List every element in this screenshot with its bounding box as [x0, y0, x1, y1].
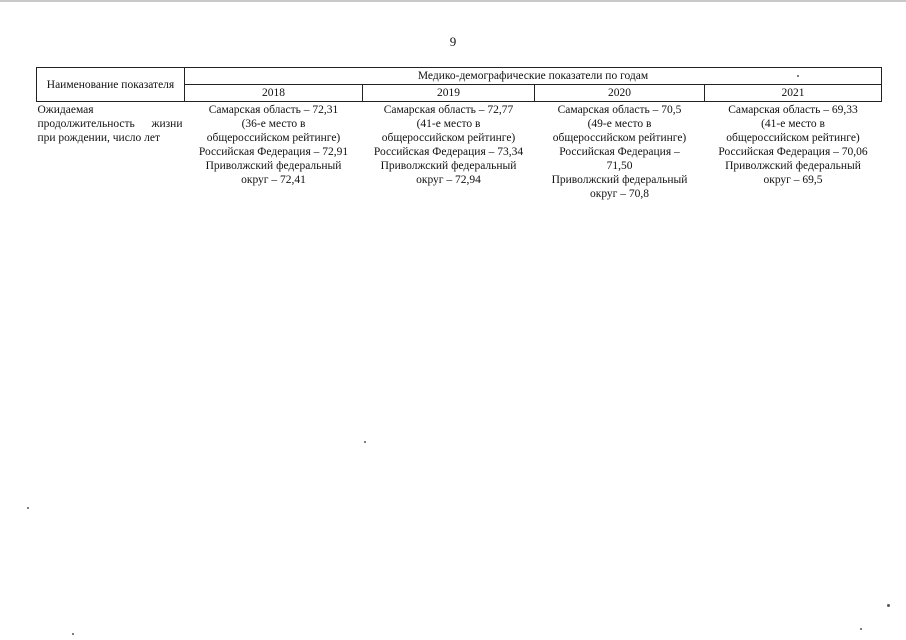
cell-2018: [185, 102, 363, 203]
scan-speck: [72, 633, 74, 635]
page-number: 9: [449, 34, 457, 49]
indicator-name: Ожидаемая продолжительность жизни при рождении, число лет: [37, 104, 183, 144]
district-value: округ – 72,94: [416, 174, 481, 186]
scan-speck: [887, 604, 890, 607]
district-label: Приволжский федеральный: [380, 160, 517, 172]
rank-value: (41-е место в: [416, 118, 481, 130]
table-row: [37, 102, 882, 203]
cell-2020: [535, 102, 705, 203]
region-value: Самарская область – 72,77: [383, 104, 514, 116]
russia-value: 71,50: [606, 160, 633, 172]
scan-speck: [364, 441, 366, 443]
cell-2021: [705, 102, 882, 203]
rank-note: общероссийском рейтинге): [381, 132, 516, 144]
year-header-2021: 2021: [705, 85, 882, 102]
year-header-2018: 2018: [185, 85, 363, 102]
year-header-2019: 2019: [363, 85, 535, 102]
district-value: округ – 70,8: [589, 188, 650, 200]
years-group-header: Медико-демографические показатели по годам: [185, 68, 882, 85]
district-value: округ – 72,41: [241, 174, 306, 186]
cell-2019: [363, 102, 535, 203]
russia-value: Российская Федерация – 70,06: [718, 146, 868, 158]
rank-note: общероссийском рейтинге): [206, 132, 341, 144]
russia-label: Российская Федерация –: [559, 146, 680, 158]
district-value: округ – 69,5: [763, 174, 823, 186]
indicator-column-header: Наименование показателя: [37, 68, 185, 102]
scan-speck: [797, 75, 799, 77]
scan-speck: [27, 507, 29, 509]
page-top-edge: [0, 0, 906, 2]
rank-value: (41-е место в: [761, 118, 825, 130]
russia-value: Российская Федерация – 73,34: [373, 146, 524, 158]
rank-note: общероссийском рейтинге): [726, 132, 860, 144]
region-value: Самарская область – 70,5: [557, 104, 682, 116]
district-label: Приволжский федеральный: [551, 174, 688, 186]
district-label: Приволжский федеральный: [205, 160, 342, 172]
region-value: Самарская область – 69,33: [728, 104, 858, 116]
russia-value: Российская Федерация – 72,91: [198, 146, 349, 158]
region-value: Самарская область – 72,31: [208, 104, 339, 116]
demographic-indicators-table: [36, 67, 882, 202]
year-header-2020: 2020: [535, 85, 705, 102]
scan-speck: [860, 628, 862, 630]
rank-value: (49-е место в: [587, 118, 652, 130]
district-label: Приволжский федеральный: [725, 160, 861, 172]
table-header-row: [37, 68, 882, 85]
rank-value: (36-е место в: [241, 118, 306, 130]
rank-note: общероссийском рейтинге): [552, 132, 687, 144]
